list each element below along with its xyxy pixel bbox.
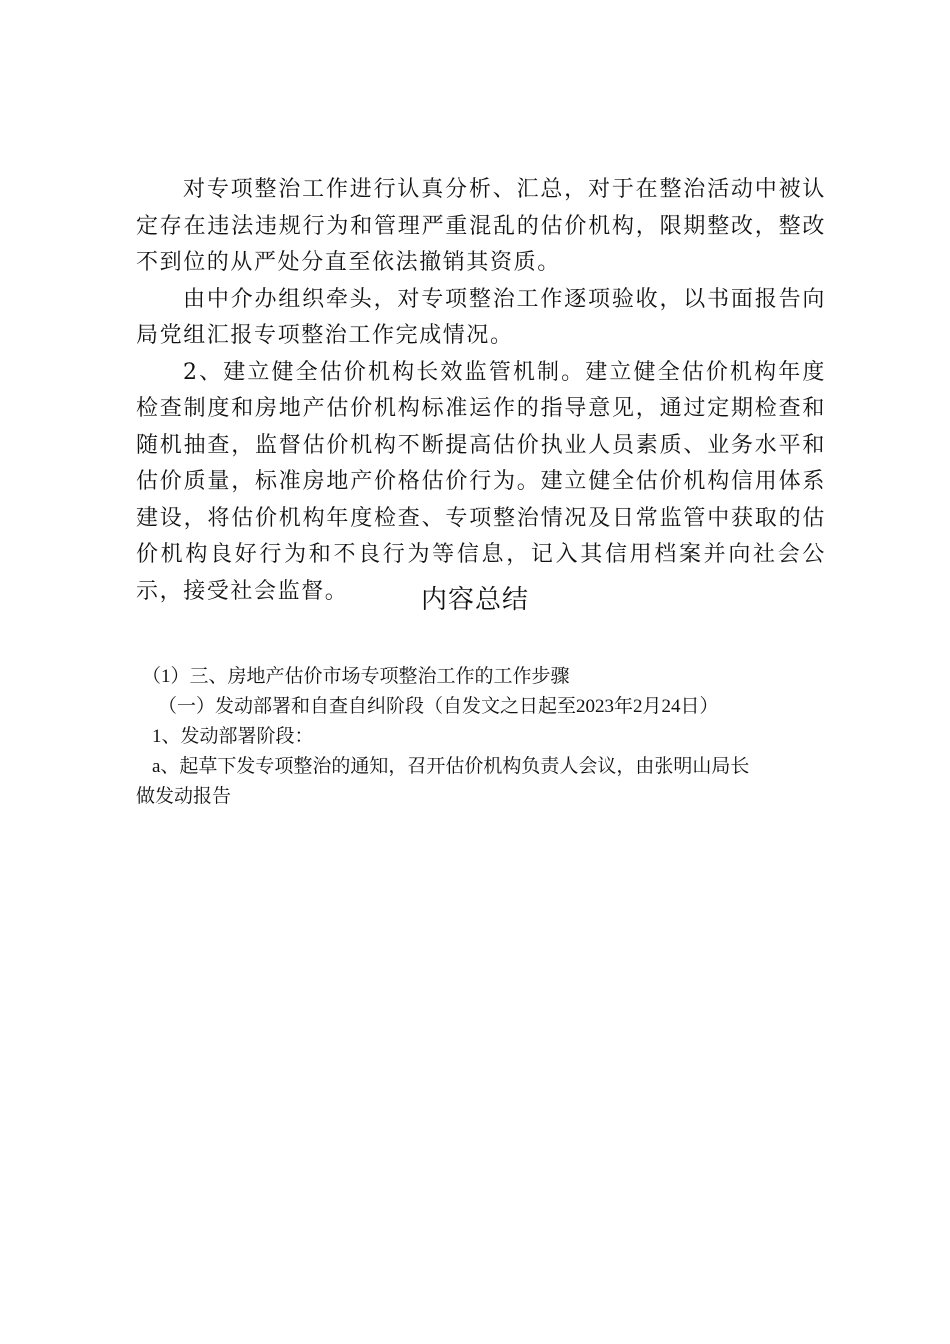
paragraph: 2、建立健全估价机构长效监管机制。建立健全估价机构年度检查制度和房地产估价机构标准运作的指导意见，通过定期检查和随机抽查，监督估价机构不断提高估价执业人员素质、业务水平和估价质量，标准房地产价格估价行为。建立健全估价机构信用体系建设，将估价机构年度检查、专项整治情况及日常监管中获取的估价机构良好行为和不良行为等信息，记入其信用档案并向社会公示，接受社会监督。 (136, 359, 826, 604)
summary-section (136, 662, 826, 812)
summary-line: 做发动报告 (136, 786, 232, 807)
summary-title: 内容总结 (420, 585, 529, 615)
paragraph: 由中介办组织牵头，对专项整治工作逐项验收，以书面报告向局党组汇报专项整治工作完成情况。 (136, 286, 826, 348)
summary-line: 1、发动部署阶段： (152, 726, 314, 747)
summary-line: （1）三、房地产估价市场专项整治工作的工作步骤 (142, 666, 570, 687)
body-text (136, 172, 826, 610)
summary-line: a、起草下发专项整治的通知，召开估价机构负责人会议，由张明山局长 (152, 756, 750, 777)
paragraph: 对专项整治工作进行认真分析、汇总，对于在整治活动中被认定存在违法违规行为和管理严重混乱的估价机构，限期整改，整改不到位的从严处分直至依法撤销其资质。 (136, 177, 826, 275)
summary-line: （一）发动部署和自查自纠阶段（自发文之日起至2023年2月24日） (158, 696, 719, 717)
